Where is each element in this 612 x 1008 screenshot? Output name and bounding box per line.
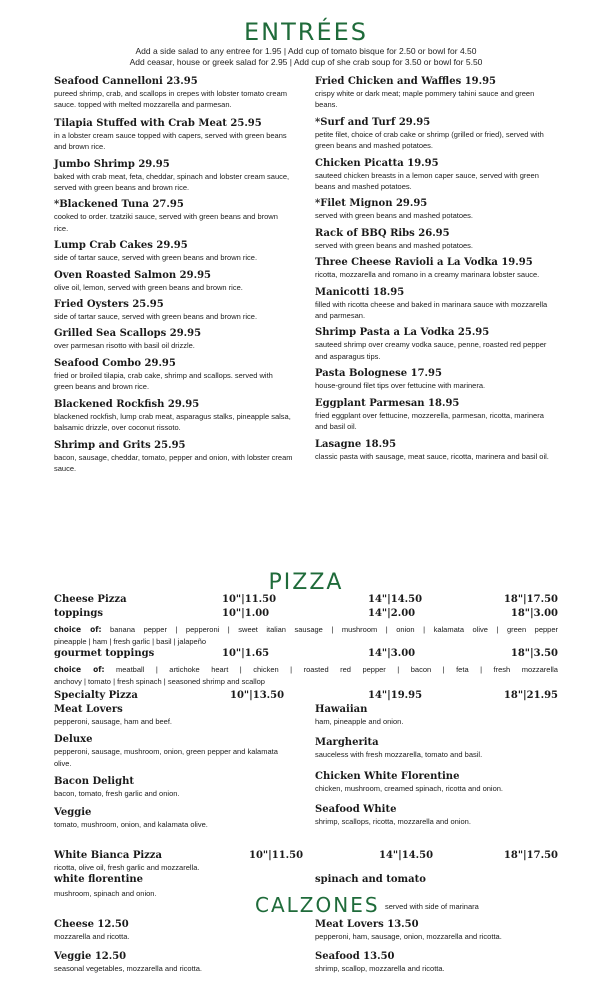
item-name: Pasta Bolognese 17.95: [315, 368, 442, 380]
menu-item: [54, 733, 294, 769]
item-desc: pureed shrimp, crab, and scallops in crepes with lobster tomato cream sauce. topped with melted mozzarella and parmesan.: [54, 89, 288, 110]
item-name: Chicken Picatta 19.95: [315, 157, 439, 169]
choice-label: choice of:: [54, 665, 105, 674]
item-name: Oven Roasted Salmon 29.95: [54, 269, 211, 281]
item-name: Seafood 13.50: [315, 951, 395, 963]
price-18: 18"|21.95: [503, 690, 558, 701]
item-desc: side of tartar sauce, served with green beans and brown rice.: [54, 312, 258, 322]
item-name: Three Cheese Ravioli a La Vodka 19.95: [315, 257, 533, 269]
menu-item: [54, 327, 294, 351]
item-name: Jumbo Shrimp 29.95: [54, 158, 170, 170]
menu-item: [315, 116, 558, 152]
price-14: 14"|14.50: [379, 850, 434, 861]
menu-item: [54, 918, 294, 942]
item-desc: side of tartar sauce, served with green beans and brown rice.: [54, 253, 258, 263]
choice-line-1: [54, 664, 558, 676]
choice-text: meatball | artichoke heart | chicken | roasted red pepper | bacon | feta | fresh mozzarella: [115, 665, 558, 674]
bianca-desc: ricotta, olive oil, fresh garlic and mozzarella.: [54, 863, 200, 872]
item-desc: house-ground filet tips over fettucine with marinera.: [315, 381, 486, 391]
menu-item: [315, 256, 558, 280]
menu-item: [315, 770, 558, 794]
item-desc: blackened rockfish, lump crab meat, asparagus stalks, pineapple salsa, balsamic drizzle, over coconut rissoto.: [54, 411, 291, 433]
item-name: Chicken White Florentine: [315, 770, 460, 782]
item-desc: olive oil, lemon, served with green beans and brown rice.: [54, 282, 243, 292]
price-18: 18"|3.50: [510, 648, 558, 659]
item-name: Veggie: [54, 806, 92, 818]
item-desc: fried eggplant over fettucine, mozzerella, parmesan, ricotta, marinera and basil oil.: [315, 410, 544, 432]
price-14: 14"|19.95: [368, 690, 423, 701]
gourmet-label: gourmet toppings: [54, 648, 155, 659]
item-desc: baked with crab meat, feta, cheddar, spinach and lobster cream sauce, served with green beans and brown rice.: [54, 171, 290, 193]
item-name: Grilled Sea Scallops 29.95: [54, 328, 202, 340]
price-14: 14"|2.00: [368, 608, 416, 619]
item-desc: chicken, mushroom, creamed spinach, ricotta and onion.: [315, 783, 504, 793]
menu-item: [315, 197, 558, 221]
item-name: *Filet Mignon 29.95: [315, 198, 428, 210]
item-name: Meat Lovers: [54, 704, 123, 715]
menu-item: [315, 326, 558, 362]
item-name: Tilapia Stuffed with Crab Meat 25.95: [54, 117, 262, 129]
item-name: Rack of BBQ Ribs 26.95: [315, 227, 450, 239]
cheese-pizza-row: [54, 594, 558, 607]
item-name: Eggplant Parmesan 18.95: [315, 397, 460, 409]
entrees-note-2: Add ceasar, house or greek salad for 2.95 | Add cup of she crab soup for 3.50 or bowl for 5.50: [129, 57, 483, 67]
item-name: Manicotti 18.95: [315, 286, 405, 298]
item-desc: classic pasta with sausage, meat sauce, ricotta, marinera and basil oil.: [315, 451, 549, 461]
menu-item: [315, 157, 558, 193]
menu-item: [54, 298, 294, 322]
item-name: Shrimp Pasta a La Vodka 25.95: [315, 327, 490, 339]
item-desc: in a lobster cream sauce topped with capers, served with green beans and brown rice.: [54, 130, 287, 152]
menu-item: [54, 950, 294, 974]
gourmet-choices: [54, 664, 558, 687]
specialty-left-column: [54, 703, 294, 835]
item-name: Shrimp and Grits 25.95: [54, 439, 186, 451]
item-name: Veggie 12.50: [54, 951, 127, 963]
price-18: 18"|17.50: [503, 594, 558, 605]
price-10: 10"|1.00: [222, 608, 270, 619]
price-10: 10"|13.50: [230, 690, 285, 701]
item-desc: pepperoni, ham, sausage, onion, mozzarella and ricotta.: [315, 932, 502, 941]
entrees-right-column: [315, 75, 558, 467]
specialty-label: Specialty Pizza: [54, 690, 138, 701]
menu-item: [54, 775, 294, 799]
item-desc: fried or broiled tilapia, crab cake, shrimp and scallops. served with green beans and brown rice.: [54, 370, 273, 392]
price-10: 10"|11.50: [249, 850, 304, 861]
menu-item: [54, 806, 294, 830]
menu-item: [315, 397, 558, 433]
menu-item: [54, 198, 294, 234]
item-name: *Surf and Turf 29.95: [315, 116, 431, 128]
bianca-label: White Bianca Pizza: [54, 850, 162, 861]
cheese-pizza-label: Cheese Pizza: [54, 594, 127, 605]
item-name: Meat Lovers 13.50: [315, 919, 419, 930]
menu-item: [315, 736, 558, 760]
item-desc: bacon, tomato, fresh garlic and onion.: [54, 789, 180, 799]
price-14: 14"|14.50: [368, 594, 423, 605]
toppings-choices: [54, 624, 558, 647]
white-florentine-desc: mushroom, spinach and onion.: [54, 889, 157, 898]
item-name: Lasagne 18.95: [315, 438, 397, 450]
item-desc: shrimp, scallops, ricotta, mozzarella and onion.: [315, 817, 471, 827]
menu-item: [54, 117, 294, 153]
specialty-right-column: [315, 703, 558, 833]
white-florentine-name: white florentine: [54, 874, 144, 885]
entrees-title: ENTRÉES: [243, 18, 368, 46]
gourmet-toppings-row: [54, 648, 558, 661]
item-desc: petite filet, choice of crab cake or shrimp (grilled or fried), served with green beans and mashed potatoes.: [315, 129, 544, 151]
pizza-title: PIZZA: [268, 570, 344, 595]
calzones-left-column: [54, 918, 294, 980]
choice-line-1: [54, 624, 558, 636]
item-desc: sauteed chicken breasts in a lemon caper sauce, served with green beans and mashed potatoes.: [315, 170, 539, 192]
item-desc: pepperoni, sausage, mushroom, onion, green pepper and kalamata olive.: [54, 747, 278, 768]
item-name: Fried Oysters 25.95: [54, 299, 164, 311]
menu-item: [315, 286, 558, 322]
item-desc: ricotta, mozzarella and romano in a creamy marinara lobster sauce.: [315, 270, 540, 280]
item-desc: cooked to order. tzatziki sauce, served with green beans and brown rice.: [54, 212, 278, 233]
item-desc: filled with ricotta cheese and baked in marinara sauce with mozzarella and parmesan.: [315, 299, 548, 321]
calzones-note: served with side of marinara: [385, 902, 479, 911]
item-name: Lump Crab Cakes 29.95: [54, 240, 188, 252]
item-desc: pepperoni, sausage, ham and beef.: [54, 717, 173, 726]
choice-line-2: pineapple | ham | fresh garlic | basil | jalapeño: [54, 636, 207, 646]
item-name: Bacon Delight: [54, 776, 134, 788]
menu-item: [54, 398, 294, 434]
menu-item: [54, 269, 294, 293]
menu-item: [315, 918, 558, 942]
item-desc: mozzarella and ricotta.: [54, 932, 130, 941]
calzones-right-column: [315, 918, 558, 980]
menu-item: [54, 158, 294, 194]
calzones-title: CALZONES: [255, 893, 380, 917]
item-desc: over parmesan risotto with basil oil drizzle.: [54, 341, 195, 351]
item-desc: ham, pineapple and onion.: [315, 717, 404, 726]
menu-item: [54, 239, 294, 263]
item-desc: served with green beans and mashed potatoes.: [315, 211, 474, 221]
menu-item: [315, 950, 558, 974]
item-desc: crispy white or dark meat; maple pommery tahini sauce and green beans.: [315, 89, 535, 110]
menu-item: [315, 227, 558, 251]
item-name: Blackened Rockfish 29.95: [54, 398, 200, 410]
item-name: Seafood White: [315, 804, 397, 816]
choice-text: banana pepper | pepperoni | sweet italian sausage | mushroom | onion | kalamata olive | green pepper: [110, 625, 558, 634]
choice-label: choice of:: [54, 625, 102, 634]
price-10: 10"|1.65: [222, 648, 270, 659]
item-desc: tomato, mushroom, onion, and kalamata olive.: [54, 819, 208, 829]
menu-item: [315, 75, 558, 111]
menu-item: [54, 439, 294, 475]
menu-item: [315, 367, 558, 391]
entrees-note-1: Add a side salad to any entree for 1.95 | Add cup of tomato bisque for 2.50 or bowl for 4.50: [135, 46, 477, 56]
item-name: Margherita: [315, 737, 379, 749]
item-desc: sauceless with fresh mozzarella, tomato and basil.: [315, 750, 483, 760]
price-14: 14"|3.00: [368, 648, 416, 659]
item-desc: served with green beans and mashed potatoes.: [315, 240, 474, 250]
item-name: Seafood Combo 29.95: [54, 357, 176, 369]
choice-line-2: anchovy | tomato | fresh spinach | seasoned shrimp and scallop: [54, 676, 265, 686]
price-18: 18"|3.00: [510, 608, 558, 619]
item-name: Cheese 12.50: [54, 919, 129, 930]
item-desc: bacon, sausage, cheddar, tomato, pepper and onion, with lobster cream sauce.: [54, 452, 293, 473]
item-desc: shrimp, scallop, mozzarella and ricotta.: [315, 964, 445, 974]
entrees-left-column: [54, 75, 294, 479]
price-18: 18"|17.50: [503, 850, 558, 861]
menu-item: [54, 357, 294, 393]
price-10: 10"|11.50: [222, 594, 277, 605]
menu-item: [315, 703, 558, 727]
item-name: Fried Chicken and Waffles 19.95: [315, 76, 497, 87]
specialty-pizza-row: [54, 690, 558, 703]
menu-item: [315, 438, 558, 462]
item-name: Seafood Cannelloni 23.95: [54, 76, 198, 87]
item-name: Deluxe: [54, 734, 93, 746]
toppings-row: [54, 608, 558, 621]
menu-item: [54, 75, 294, 111]
item-desc: seasonal vegetables, mozzarella and ricotta.: [54, 964, 203, 974]
menu-item: [315, 803, 558, 827]
item-name: *Blackened Tuna 27.95: [54, 199, 184, 211]
toppings-label: toppings: [54, 608, 103, 619]
spinach-tomato-name: spinach and tomato: [315, 874, 426, 885]
item-desc: sauteed shrimp over creamy vodka sauce, penne, roasted red pepper and asparagus tips.: [315, 340, 547, 361]
menu-item: [54, 703, 294, 727]
item-name: Hawaiian: [315, 704, 368, 715]
